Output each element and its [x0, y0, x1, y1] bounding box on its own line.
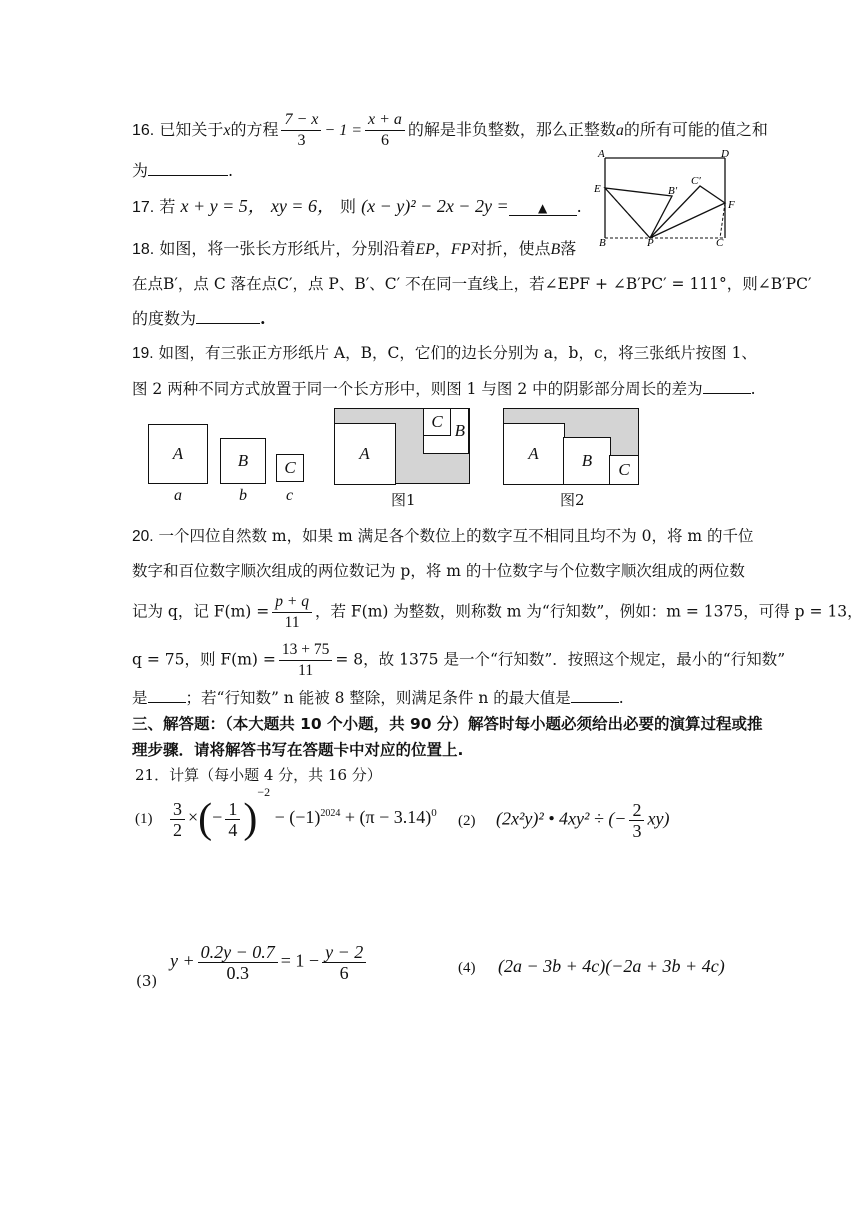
fig1-square-b: B: [423, 408, 469, 454]
square-b: B: [220, 438, 266, 484]
q21-part-1: [135, 785, 437, 843]
section-3-heading-2: 理步骤．请将解答书写在答题卡中对应的位置上.: [132, 741, 464, 759]
fig18-label-c: C: [716, 237, 724, 248]
q17-math-2: xy = 6，: [270, 196, 335, 216]
q19-text-2: 图 2 两种不同方式放置于同一个长方形中，则图 1 与图 2 中的阴影部分周长的差为: [132, 380, 703, 398]
q19-answer-blank[interactable]: [703, 379, 751, 394]
p2-expr: (2x²y)² • 4xy² ÷ (−: [496, 808, 627, 829]
p4-expr: (2a − 3b + 4c)(−2a + 3b + 4c): [498, 956, 725, 976]
fig18-tri-epb: [605, 188, 672, 238]
q21-label-2: (2): [458, 812, 476, 829]
q20-text-3b: ，若 F(m) 为整数，则称数 m 为“行知数”，例如：m = 1375，可得 p = 13，: [314, 602, 863, 621]
p1-term-3: + (π − 3.14): [344, 807, 432, 828]
question-18: [132, 236, 576, 259]
fig18-tri-fpc: [650, 186, 725, 238]
q16-number: 16.: [132, 122, 155, 139]
fig18-label-a: A: [598, 148, 605, 160]
q20-answer-blank-2[interactable]: [571, 688, 619, 703]
q17-math-3: (x − y)² − 2x − 2y =: [361, 196, 509, 216]
q20-number: 20.: [132, 528, 154, 545]
question-17: [132, 192, 582, 218]
p1-term-2: − (−1): [274, 807, 321, 828]
label-a: a: [174, 487, 182, 504]
q16-dot: .: [228, 161, 234, 180]
fig18-dash-fc: [720, 203, 725, 238]
q16-math: − 1 =: [324, 122, 362, 139]
q19-dot: .: [750, 380, 756, 398]
q16-line2: [132, 158, 233, 181]
fig18-label-c1: C′: [691, 175, 701, 187]
figure-1-caption: 图1: [391, 491, 416, 509]
q21-part-2: [458, 800, 669, 841]
fig2-square-c: C: [609, 455, 639, 485]
q17-text: 若: [159, 197, 176, 216]
q20-line3: [132, 592, 863, 633]
q18-b: B: [550, 241, 561, 258]
fig18-label-b: B: [599, 237, 606, 248]
p1-frac-1-4: $\frac{1}{4}$: [225, 799, 240, 840]
q21-label-4: (4): [458, 960, 476, 976]
q20-line2: 数字和百位数字顺次组成的两位数记为 p，将 m 的十位数字与个位数字顺次组成的两位数: [132, 562, 745, 580]
figure-1: [334, 408, 470, 484]
q18-figure: [590, 148, 750, 248]
q21-part-4: [458, 956, 725, 977]
q18-line2: 在点B′，点 C 落在点C′，点 P、B′、C′ 不在同一直线上，若∠EPF + ∠B′PC′ = 111°，则∠B′PC′: [132, 275, 812, 293]
p1-times: ×: [188, 807, 199, 828]
q20-text-1: 一个四位自然数 m，如果 m 满足各个数位上的数字互不相同且均不为 0，将 m 的千位: [158, 527, 754, 545]
q20-text-5a: 是: [132, 689, 148, 707]
section-3-heading: 三、解答题：（本大题共 10 个小题，共 90 分）解答时每小题必须给出必要的演算过程或推: [132, 715, 763, 733]
q16-text-5: 为: [132, 161, 149, 180]
q20-text-3a: 记为 q，记 F(m) =: [132, 602, 270, 621]
q21-part-3: [170, 942, 369, 983]
figure-2-caption: 图2: [560, 491, 585, 509]
q18-text-1c: 对折，使点: [470, 239, 551, 258]
q18-number: 18.: [132, 241, 155, 258]
p2-end: xy): [647, 808, 670, 829]
fig18-label-d: D: [721, 148, 729, 160]
q17-answer-blank[interactable]: [509, 197, 577, 216]
q16-frac-1: $\frac{7 - x}{3}$: [281, 110, 321, 151]
p3-frac-1: $\frac{0.2y - 0.7}{0.3}$: [198, 942, 278, 983]
figure-2: [503, 408, 639, 484]
p1-exp: −2: [257, 785, 271, 800]
p3-y: y +: [170, 950, 195, 971]
p1-minus: −: [212, 807, 223, 828]
q21-label-1: (1): [135, 811, 153, 828]
q18-fp: FP: [450, 241, 471, 258]
q20-line5: [132, 686, 624, 708]
q18-comma: ，: [434, 239, 451, 258]
q17-number: 17.: [132, 199, 155, 216]
label-b: b: [239, 487, 247, 504]
q20-frac-2: $\frac{13 + 75}{11}$: [279, 640, 333, 681]
q19-line2: [132, 377, 756, 399]
q16-answer-blank[interactable]: [148, 161, 228, 176]
q20-text-4a: q = 75，则 F(m) =: [132, 650, 276, 669]
p3-frac-2: $\frac{y - 2}{6}$: [322, 942, 366, 983]
question-16: [132, 110, 768, 151]
fig1-square-c: C: [423, 408, 451, 436]
q17-math-1: x + y = 5，: [180, 196, 266, 216]
q16-var-x: x: [223, 122, 231, 139]
p1-exp-3: 0: [431, 807, 437, 820]
p1-exp-2: 2024: [320, 808, 341, 820]
q18-answer-blank[interactable]: [196, 309, 260, 324]
square-c: C: [276, 454, 304, 482]
fig18-label-f: F: [728, 199, 735, 211]
q16-frac-2: $\frac{x + a}{6}$: [365, 110, 405, 151]
q18-ep: EP: [415, 241, 435, 258]
q20-text-4b: = 8，故 1375 是一个“行知数”．按照这个规定，最小的“行知数”: [335, 650, 786, 669]
q20-line4: [132, 640, 785, 681]
fig2-square-b: B: [563, 437, 611, 485]
q21-label-3: (3): [136, 972, 158, 990]
q16-text: 已知关于: [159, 120, 224, 139]
q16-text-2: 的方程: [230, 120, 279, 139]
p1-frac-3-2: $\frac{3}{2}$: [170, 799, 185, 840]
p1-paren-r: ): [243, 796, 258, 842]
p2-frac-2-3: $\frac{2}{3}$: [629, 800, 644, 841]
question-19: [132, 341, 757, 363]
q18-text-1d: 落: [560, 239, 577, 258]
q17-dot: .: [576, 197, 582, 216]
triangle-icon: ▲: [537, 201, 548, 215]
square-a: A: [148, 424, 208, 484]
q20-frac-1: $\frac{p + q}{11}$: [272, 592, 312, 633]
question-20: [132, 524, 754, 546]
q18-text-3: 的度数为: [132, 309, 197, 328]
label-c: c: [286, 487, 294, 504]
fig18-label-b1: B′: [668, 185, 678, 197]
p3-eq: = 1 −: [280, 950, 320, 971]
q16-text-3: 的解是非负整数，那么正整数: [407, 120, 616, 139]
q18-dot: .: [260, 309, 266, 328]
q20-answer-blank-1[interactable]: [148, 688, 186, 703]
q18-line3: [132, 306, 266, 329]
fig1-square-a: A: [334, 423, 396, 485]
q20-text-5b: ；若“行知数” n 能被 8 整除，则满足条件 n 的最大值是: [185, 689, 571, 707]
q19-number: 19.: [132, 345, 154, 362]
q16-var-a: a: [615, 122, 624, 139]
q18-text-1: 如图，将一张长方形纸片，分别沿着: [159, 239, 416, 258]
p1-paren-l: (: [198, 796, 213, 842]
fig18-label-p: P: [647, 237, 654, 248]
q17-text-2: 则: [340, 197, 357, 216]
q16-text-4: 的所有可能的值之和: [623, 120, 768, 139]
fig18-label-e: E: [594, 183, 601, 195]
q19-text-1: 如图，有三张正方形纸片 A，B，C，它们的边长分别为 a，b，c，将三张纸片按图 1、: [158, 344, 757, 362]
fig2-square-a: A: [503, 423, 565, 485]
q21-title: 21．计算（每小题 4 分，共 16 分）: [135, 766, 382, 784]
q20-dot: .: [618, 689, 624, 707]
